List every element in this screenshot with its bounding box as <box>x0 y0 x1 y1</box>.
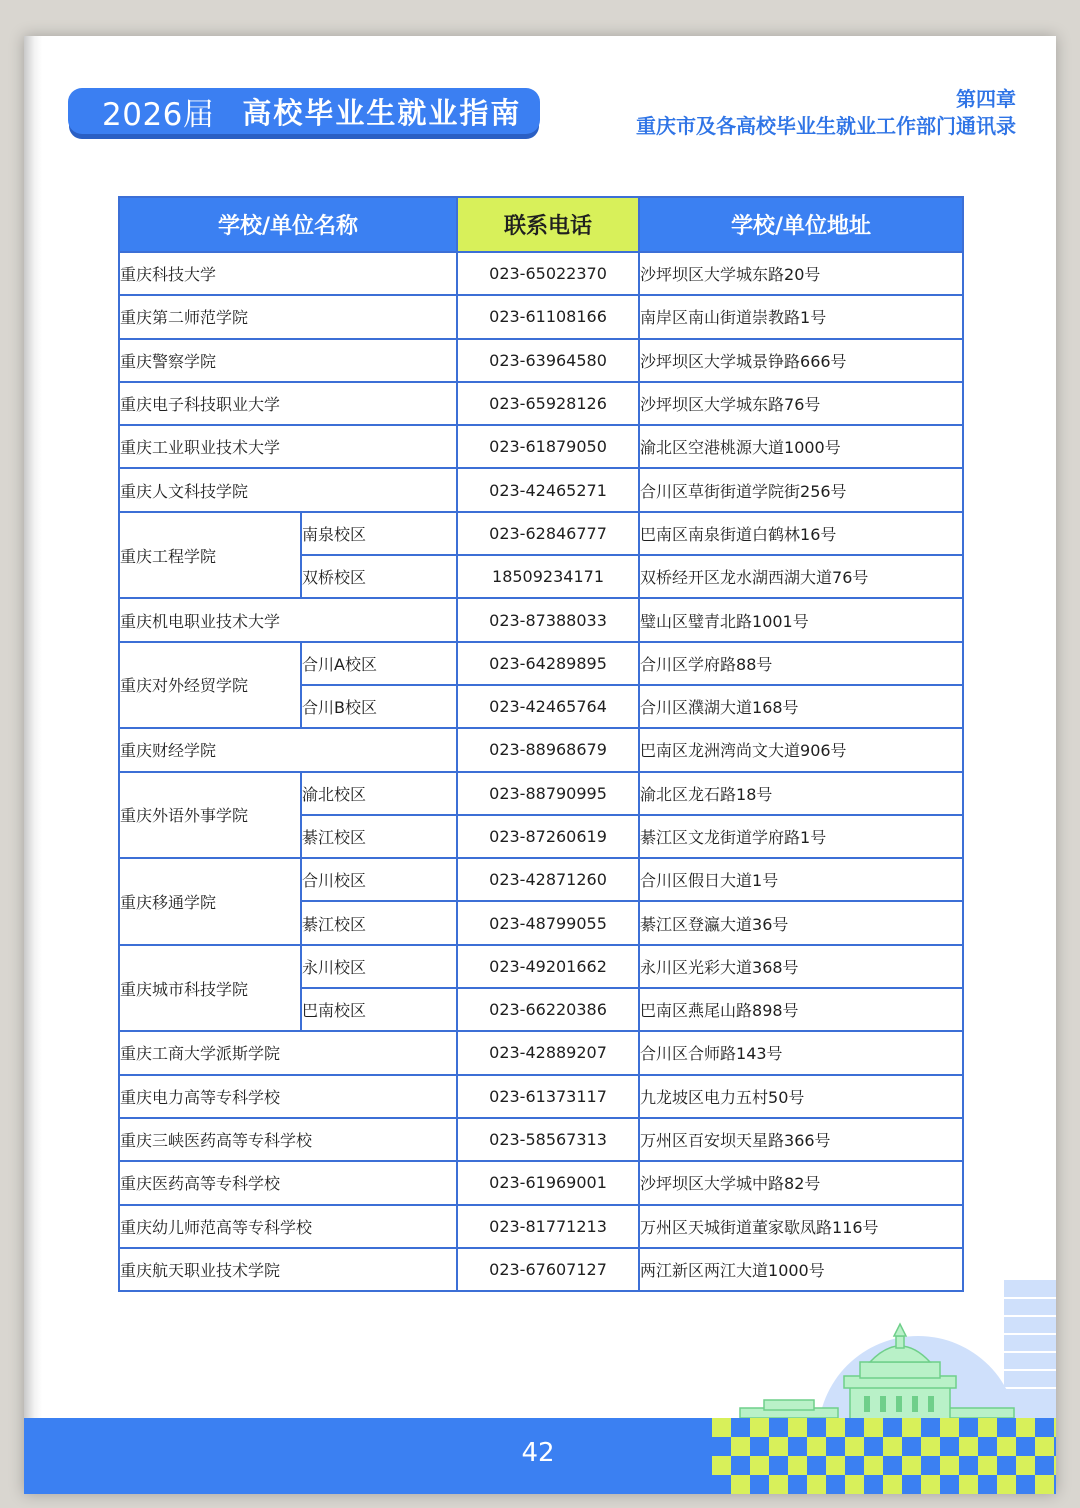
guide-title: 高校毕业生就业指南 <box>242 95 522 130</box>
checker-square <box>1035 1456 1054 1475</box>
table-row <box>119 468 963 511</box>
checker-square <box>788 1437 807 1456</box>
table-row <box>119 858 963 901</box>
checker-square <box>1016 1437 1035 1456</box>
checker-square <box>978 1475 997 1494</box>
checker-square <box>1035 1475 1054 1494</box>
phone-cell: 023-42465271 <box>457 468 639 511</box>
checker-square <box>959 1475 978 1494</box>
column-header-name: 学校/单位名称 <box>119 197 457 252</box>
table-row <box>119 1031 963 1074</box>
address-cell: 合川区草街街道学院街256号 <box>639 468 963 511</box>
checker-square <box>731 1437 750 1456</box>
checker-square <box>864 1475 883 1494</box>
address-cell: 合川区假日大道1号 <box>639 858 963 901</box>
phone-cell: 023-81771213 <box>457 1205 639 1248</box>
table-row <box>119 642 963 685</box>
phone-cell: 023-61108166 <box>457 295 639 338</box>
checker-square <box>997 1437 1016 1456</box>
address-cell: 合川区学府路88号 <box>639 642 963 685</box>
school-name-cell: 重庆工商大学派斯学院 <box>119 1031 457 1074</box>
table-row <box>119 772 963 815</box>
address-cell: 沙坪坝区大学城东路20号 <box>639 252 963 295</box>
guide-year: 2026届 <box>102 96 215 133</box>
checker-square <box>883 1437 902 1456</box>
school-name-cell: 重庆对外经贸学院 <box>119 642 301 729</box>
school-name-cell: 重庆财经学院 <box>119 728 457 771</box>
checker-square <box>712 1437 731 1456</box>
school-name-cell: 重庆电力高等专科学校 <box>119 1075 457 1118</box>
checker-square <box>712 1456 731 1475</box>
address-cell: 沙坪坝区大学城景铮路666号 <box>639 339 963 382</box>
school-name-cell: 重庆航天职业技术学院 <box>119 1248 457 1291</box>
address-cell: 綦江区文龙街道学府路1号 <box>639 815 963 858</box>
phone-cell: 023-48799055 <box>457 901 639 944</box>
phone-cell: 023-65022370 <box>457 252 639 295</box>
campus-name-cell: 永川校区 <box>301 945 457 988</box>
checker-square <box>940 1437 959 1456</box>
checker-square <box>997 1418 1016 1437</box>
address-cell: 合川区濮湖大道168号 <box>639 685 963 728</box>
table-row <box>119 598 963 641</box>
school-name-cell: 重庆人文科技学院 <box>119 468 457 511</box>
checker-square <box>902 1456 921 1475</box>
campus-name-cell: 双桥校区 <box>301 555 457 598</box>
school-name-cell: 重庆外语外事学院 <box>119 772 301 859</box>
phone-cell: 023-42871260 <box>457 858 639 901</box>
checker-square <box>807 1475 826 1494</box>
table-row <box>119 382 963 425</box>
chapter-heading <box>636 86 1016 140</box>
school-name-cell: 重庆三峡医药高等专科学校 <box>119 1118 457 1161</box>
checker-square <box>1016 1475 1035 1494</box>
phone-cell: 023-88968679 <box>457 728 639 771</box>
table-row <box>119 1161 963 1204</box>
phone-cell: 023-87260619 <box>457 815 639 858</box>
checker-square <box>769 1437 788 1456</box>
checker-square <box>731 1456 750 1475</box>
checker-square <box>750 1418 769 1437</box>
checker-square <box>921 1475 940 1494</box>
checker-square <box>826 1418 845 1437</box>
table-row <box>119 512 963 555</box>
checker-square <box>864 1418 883 1437</box>
phone-cell: 18509234171 <box>457 555 639 598</box>
checker-square <box>769 1418 788 1437</box>
campus-name-cell: 合川A校区 <box>301 642 457 685</box>
checker-square <box>940 1456 959 1475</box>
page-fold-shadow <box>24 36 42 1494</box>
checker-square <box>826 1456 845 1475</box>
checker-square <box>1035 1437 1054 1456</box>
table-row <box>119 728 963 771</box>
phone-cell: 023-61969001 <box>457 1161 639 1204</box>
checker-square <box>1054 1456 1056 1475</box>
school-name-cell: 重庆城市科技学院 <box>119 945 301 1032</box>
checker-square <box>1054 1475 1056 1494</box>
checker-square <box>959 1456 978 1475</box>
checker-square <box>845 1456 864 1475</box>
table-row <box>119 295 963 338</box>
address-cell: 巴南区南泉街道白鹤林16号 <box>639 512 963 555</box>
chapter-number: 第四章 <box>956 87 1016 111</box>
phone-cell: 023-63964580 <box>457 339 639 382</box>
checker-square <box>731 1418 750 1437</box>
address-cell: 渝北区空港桃源大道1000号 <box>639 425 963 468</box>
checker-square <box>864 1437 883 1456</box>
checker-square <box>883 1456 902 1475</box>
checker-square <box>769 1475 788 1494</box>
checker-square <box>997 1456 1016 1475</box>
table-row <box>119 252 963 295</box>
school-name-cell: 重庆工业职业技术大学 <box>119 425 457 468</box>
checker-square <box>921 1437 940 1456</box>
campus-name-cell: 南泉校区 <box>301 512 457 555</box>
phone-cell: 023-58567313 <box>457 1118 639 1161</box>
table-row <box>119 1205 963 1248</box>
checker-square <box>921 1418 940 1437</box>
phone-cell: 023-88790995 <box>457 772 639 815</box>
phone-cell: 023-87388033 <box>457 598 639 641</box>
checker-square <box>1054 1437 1056 1456</box>
school-name-cell: 重庆警察学院 <box>119 339 457 382</box>
address-cell: 九龙坡区电力五村50号 <box>639 1075 963 1118</box>
checker-square <box>1016 1456 1035 1475</box>
contacts-table <box>118 196 964 1292</box>
address-cell: 巴南区龙洲湾尚文大道906号 <box>639 728 963 771</box>
address-cell: 永川区光彩大道368号 <box>639 945 963 988</box>
checker-square <box>883 1475 902 1494</box>
address-cell: 渝北区龙石路18号 <box>639 772 963 815</box>
school-name-cell: 重庆机电职业技术大学 <box>119 598 457 641</box>
checker-square <box>750 1475 769 1494</box>
checker-square <box>712 1475 731 1494</box>
phone-cell: 023-64289895 <box>457 642 639 685</box>
checker-square <box>902 1418 921 1437</box>
address-cell: 沙坪坝区大学城东路76号 <box>639 382 963 425</box>
phone-cell: 023-61879050 <box>457 425 639 468</box>
checker-square <box>712 1418 731 1437</box>
address-cell: 双桥经开区龙水湖西湖大道76号 <box>639 555 963 598</box>
column-header-phone: 联系电话 <box>457 197 639 252</box>
checker-square <box>940 1475 959 1494</box>
address-cell: 万州区百安坝天星路366号 <box>639 1118 963 1161</box>
checker-square <box>864 1456 883 1475</box>
phone-cell: 023-65928126 <box>457 382 639 425</box>
address-cell: 南岸区南山街道崇教路1号 <box>639 295 963 338</box>
school-name-cell: 重庆工程学院 <box>119 512 301 599</box>
campus-name-cell: 合川校区 <box>301 858 457 901</box>
checker-square <box>997 1475 1016 1494</box>
checker-square <box>807 1418 826 1437</box>
checker-square <box>921 1456 940 1475</box>
checker-square <box>788 1418 807 1437</box>
table-row <box>119 425 963 468</box>
phone-cell: 023-66220386 <box>457 988 639 1031</box>
checker-square <box>959 1418 978 1437</box>
checker-square <box>845 1418 864 1437</box>
column-header-address: 学校/单位地址 <box>639 197 963 252</box>
table-row <box>119 1118 963 1161</box>
checker-square <box>940 1418 959 1437</box>
checker-square <box>1016 1418 1035 1437</box>
checker-square <box>978 1418 997 1437</box>
address-cell: 合川区合师路143号 <box>639 1031 963 1074</box>
checker-square <box>769 1456 788 1475</box>
chapter-title: 重庆市及各高校毕业生就业工作部门通讯录 <box>636 114 1016 138</box>
checker-square <box>788 1456 807 1475</box>
address-cell: 沙坪坝区大学城中路82号 <box>639 1161 963 1204</box>
campus-name-cell: 合川B校区 <box>301 685 457 728</box>
school-name-cell: 重庆移通学院 <box>119 858 301 945</box>
school-name-cell: 重庆医药高等专科学校 <box>119 1161 457 1204</box>
school-name-cell: 重庆电子科技职业大学 <box>119 382 457 425</box>
checker-square <box>1054 1418 1056 1437</box>
checker-square <box>902 1437 921 1456</box>
table-header-row <box>119 197 963 252</box>
checker-square <box>902 1475 921 1494</box>
checker-square <box>750 1456 769 1475</box>
checker-square <box>750 1437 769 1456</box>
phone-cell: 023-49201662 <box>457 945 639 988</box>
phone-cell: 023-62846777 <box>457 512 639 555</box>
checker-square <box>845 1437 864 1456</box>
school-name-cell: 重庆科技大学 <box>119 252 457 295</box>
checker-square <box>826 1475 845 1494</box>
campus-name-cell: 渝北校区 <box>301 772 457 815</box>
table-row <box>119 1075 963 1118</box>
address-cell: 巴南区燕尾山路898号 <box>639 988 963 1031</box>
table-row <box>119 339 963 382</box>
campus-name-cell: 巴南校区 <box>301 988 457 1031</box>
checker-square <box>731 1475 750 1494</box>
checker-square <box>807 1437 826 1456</box>
contacts-table-body <box>119 252 963 1291</box>
checker-square <box>1035 1418 1054 1437</box>
campus-name-cell: 綦江校区 <box>301 815 457 858</box>
phone-cell: 023-67607127 <box>457 1248 639 1291</box>
school-name-cell: 重庆幼儿师范高等专科学校 <box>119 1205 457 1248</box>
address-cell: 璧山区璧青北路1001号 <box>639 598 963 641</box>
checker-square <box>978 1456 997 1475</box>
address-cell: 万州区天城街道董家歇凤路116号 <box>639 1205 963 1248</box>
guide-page <box>24 36 1056 1494</box>
checker-square <box>978 1437 997 1456</box>
checker-square <box>883 1418 902 1437</box>
checker-square <box>807 1456 826 1475</box>
checker-square <box>788 1475 807 1494</box>
page-number: 42 <box>521 1438 555 1468</box>
address-cell: 綦江区登瀛大道36号 <box>639 901 963 944</box>
phone-cell: 023-61373117 <box>457 1075 639 1118</box>
guide-title-banner <box>68 88 540 134</box>
table-row <box>119 945 963 988</box>
campus-name-cell: 綦江校区 <box>301 901 457 944</box>
checker-square <box>959 1437 978 1456</box>
phone-cell: 023-42465764 <box>457 685 639 728</box>
checker-square <box>845 1475 864 1494</box>
address-cell: 两江新区两江大道1000号 <box>639 1248 963 1291</box>
checker-square <box>826 1437 845 1456</box>
phone-cell: 023-42889207 <box>457 1031 639 1074</box>
school-name-cell: 重庆第二师范学院 <box>119 295 457 338</box>
checkerboard-pattern-icon <box>712 1418 1056 1494</box>
